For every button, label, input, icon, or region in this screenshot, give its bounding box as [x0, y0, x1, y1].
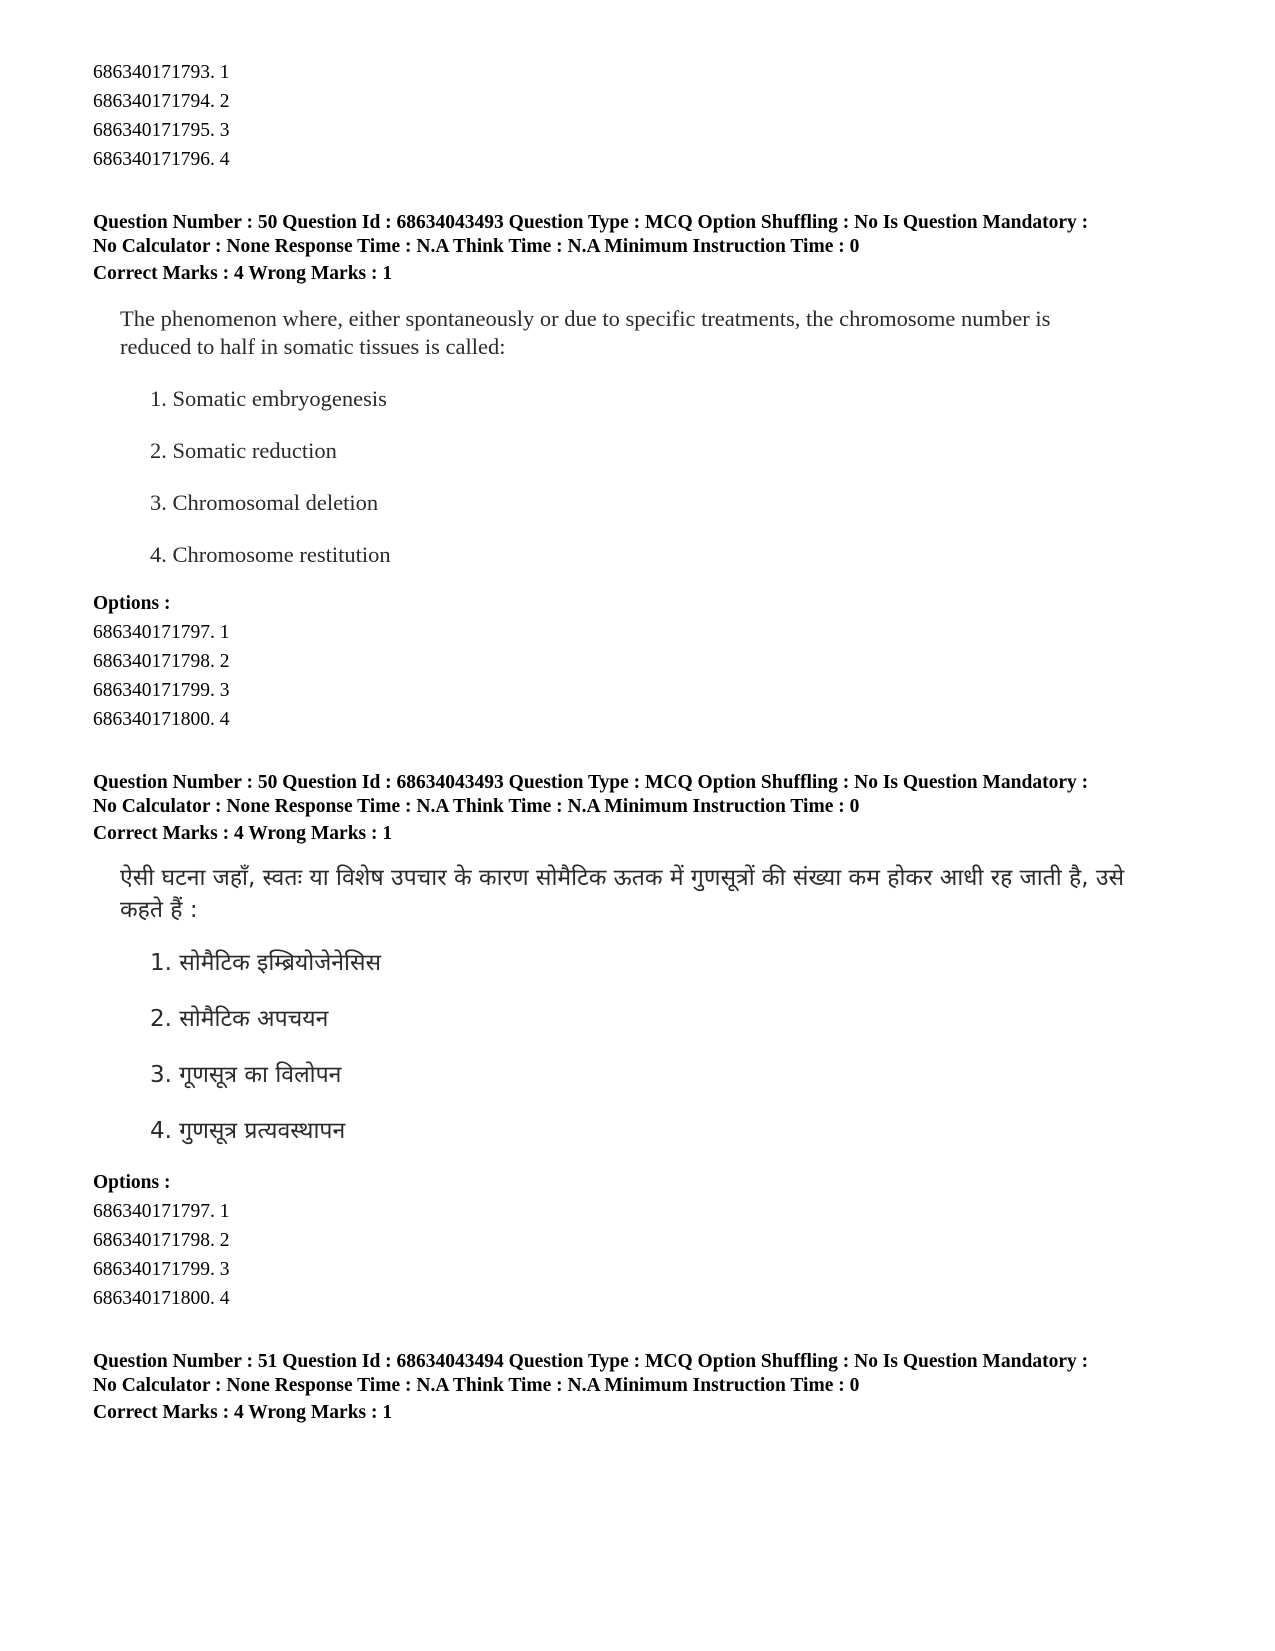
option-id: 686340171799. 3 — [93, 1259, 230, 1280]
answer-choice: 2. Somatic reduction — [150, 438, 337, 463]
answer-choice: 4. गुणसूत्र प्रत्यवस्थापन — [150, 1118, 346, 1144]
answer-choice: 3. गूणसूत्र का विलोपन — [150, 1062, 342, 1088]
option-id: 686340171797. 1 — [93, 1201, 230, 1222]
answer-choice: 3. Chromosomal deletion — [150, 490, 379, 515]
question-marks: Correct Marks : 4 Wrong Marks : 1 — [93, 823, 393, 844]
question-block-next — [93, 1350, 1213, 1427]
answer-choice: 1. Somatic embryogenesis — [150, 386, 387, 411]
question-paper-page — [93, 58, 1213, 1427]
question-block-hindi — [93, 771, 1213, 1313]
option-id: 686340171798. 2 — [93, 651, 230, 672]
answer-choice: 2. सोमैटिक अपचयन — [150, 1006, 329, 1032]
options-label: Options : — [93, 593, 171, 614]
question-block-english — [93, 211, 1213, 734]
previous-question-options — [93, 58, 1213, 174]
question-marks: Correct Marks : 4 Wrong Marks : 1 — [93, 263, 393, 284]
question-header-line: No Calculator : None Response Time : N.A Think Time : N.A Minimum Instruction Time : 0 — [93, 1375, 860, 1396]
question-header-line: Question Number : 50 Question Id : 68634043493 Question Type : MCQ Option Shuffling : No Is Question Mandatory : — [93, 212, 1089, 233]
answer-choice: 4. Chromosome restitution — [150, 542, 391, 567]
option-id: 686340171793. 1 — [93, 62, 230, 83]
question-header-line: No Calculator : None Response Time : N.A Think Time : N.A Minimum Instruction Time : 0 — [93, 796, 860, 817]
option-id: 686340171794. 2 — [93, 91, 230, 112]
question-header-line: No Calculator : None Response Time : N.A Think Time : N.A Minimum Instruction Time : 0 — [93, 236, 860, 257]
question-content — [120, 862, 1213, 1146]
option-id: 686340171796. 4 — [93, 149, 230, 170]
option-id: 686340171799. 3 — [93, 680, 230, 701]
question-content — [120, 305, 1213, 569]
option-id: 686340171798. 2 — [93, 1230, 230, 1251]
answer-choice: 1. सोमैटिक इम्ब्रियोजेनेसिस — [150, 950, 382, 976]
option-id: 686340171800. 4 — [93, 709, 230, 730]
question-stem: ऐसी घटना जहाँ, स्वतः या विशेष उपचार के कारण सोमैटिक ऊतक में गुणसूत्रों की संख्या कम होकर आधी रह जाती है, उसे कहते हैं : — [120, 865, 1125, 923]
option-id: 686340171800. 4 — [93, 1288, 230, 1309]
option-id: 686340171795. 3 — [93, 120, 230, 141]
options-label: Options : — [93, 1172, 171, 1193]
option-id: 686340171797. 1 — [93, 622, 230, 643]
question-header-line: Question Number : 51 Question Id : 68634043494 Question Type : MCQ Option Shuffling : No Is Question Mandatory : — [93, 1351, 1089, 1372]
question-header-line: Question Number : 50 Question Id : 68634043493 Question Type : MCQ Option Shuffling : No Is Question Mandatory : — [93, 772, 1089, 793]
question-marks: Correct Marks : 4 Wrong Marks : 1 — [93, 1402, 393, 1423]
question-stem: The phenomenon where, either spontaneously or due to specific treatments, the chromosome number is reduced to half in somatic tissues is called: — [120, 306, 1051, 359]
